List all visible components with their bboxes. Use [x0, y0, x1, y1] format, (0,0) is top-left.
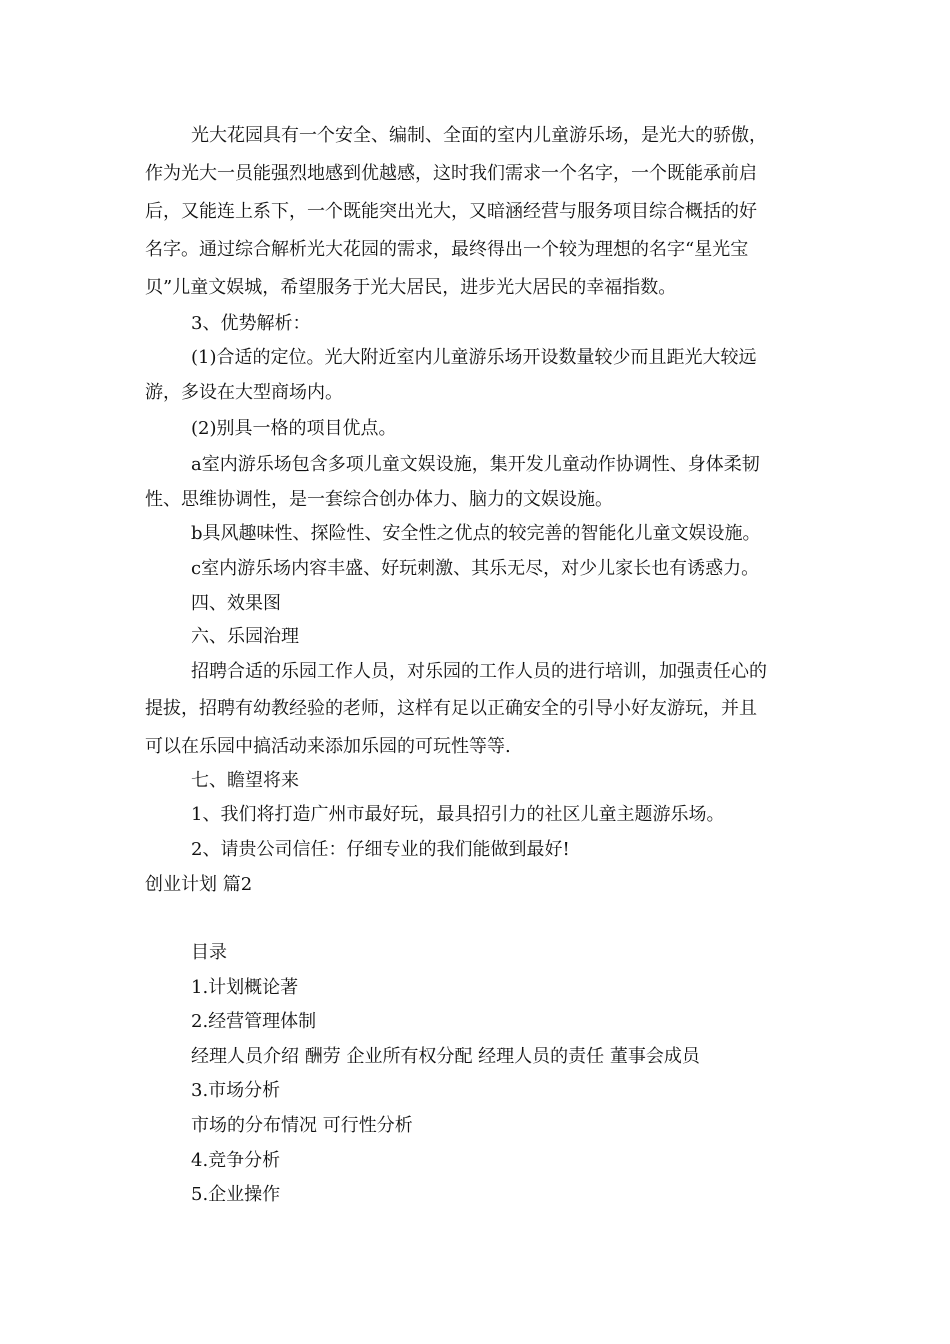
- paragraph-line: 1、我们将打造广州市最好玩，最具招引力的社区儿童主题游乐场。: [191, 804, 725, 825]
- paragraph-line: 性、思维协调性，是一套综合创办体力、脑力的文娱设施。: [145, 489, 613, 510]
- paragraph-line: 招聘合适的乐园工作人员，对乐园的工作人员的进行培训，加强责任心的: [191, 661, 767, 682]
- section-heading: 3、优势解析：: [191, 313, 311, 334]
- paragraph-line: c室内游乐场内容丰盛、好玩刺激、其乐无尽，对少儿家长也有诱惑力。: [191, 558, 760, 579]
- paragraph-line: 后，又能连上系下，一个既能突出光大，又暗涵经营与服务项目综合概括的好: [145, 201, 757, 222]
- paragraph-line: (1)合适的定位。光大附近室内儿童游乐场开设数量较少而且距光大较远: [191, 347, 757, 368]
- paragraph-line: 作为光大一员能强烈地感到优越感，这时我们需求一个名字，一个既能承前启: [145, 163, 757, 184]
- paragraph-line: 名字。通过综合解析光大花园的需求，最终得出一个较为理想的名字“星光宝: [145, 239, 749, 260]
- section-heading: 七、瞻望将来: [191, 770, 299, 791]
- toc-title: 目录: [191, 942, 227, 963]
- paragraph-line: (2)别具一格的项目优点。: [191, 418, 397, 439]
- section-heading: 四、效果图: [191, 593, 281, 614]
- paragraph-line: 提拔，招聘有幼教经验的老师，这样有足以正确安全的引导小好友游玩，并且: [145, 698, 757, 719]
- toc-item: 2.经营管理体制: [191, 1011, 317, 1032]
- paragraph-line: 光大花园具有一个安全、编制、全面的室内儿童游乐场，是光大的骄傲，: [191, 125, 767, 146]
- toc-item: 3.市场分析: [191, 1080, 281, 1101]
- paragraph-line: 贝”儿童文娱城，希望服务于光大居民，进步光大居民的幸福指数。: [145, 277, 677, 298]
- toc-item: 4.竞争分析: [191, 1150, 281, 1171]
- toc-subitems: 经理人员介绍 酬劳 企业所有权分配 经理人员的责任 董事会成员: [191, 1046, 700, 1067]
- toc-item: 1.计划概论著: [191, 977, 299, 998]
- toc-item: 5.企业操作: [191, 1184, 281, 1205]
- paragraph-line: b具风趣味性、探险性、安全性之优点的较完善的智能化儿童文娱设施。: [191, 523, 761, 544]
- toc-subitems: 市场的分布情况 可行性分析: [191, 1115, 413, 1136]
- paragraph-line: 2、请贵公司信任：仔细专业的我们能做到最好!: [191, 839, 570, 860]
- section-heading: 六、乐园治理: [191, 626, 299, 647]
- paragraph-line: 可以在乐园中搞活动来添加乐园的可玩性等等.: [145, 736, 511, 757]
- paragraph-line: a室内游乐场包含多项儿童文娱设施，集开发儿童动作协调性、身体柔韧: [191, 454, 760, 475]
- paragraph-line: 游，多设在大型商场内。: [145, 382, 343, 403]
- chapter-title: 创业计划 篇2: [145, 874, 253, 895]
